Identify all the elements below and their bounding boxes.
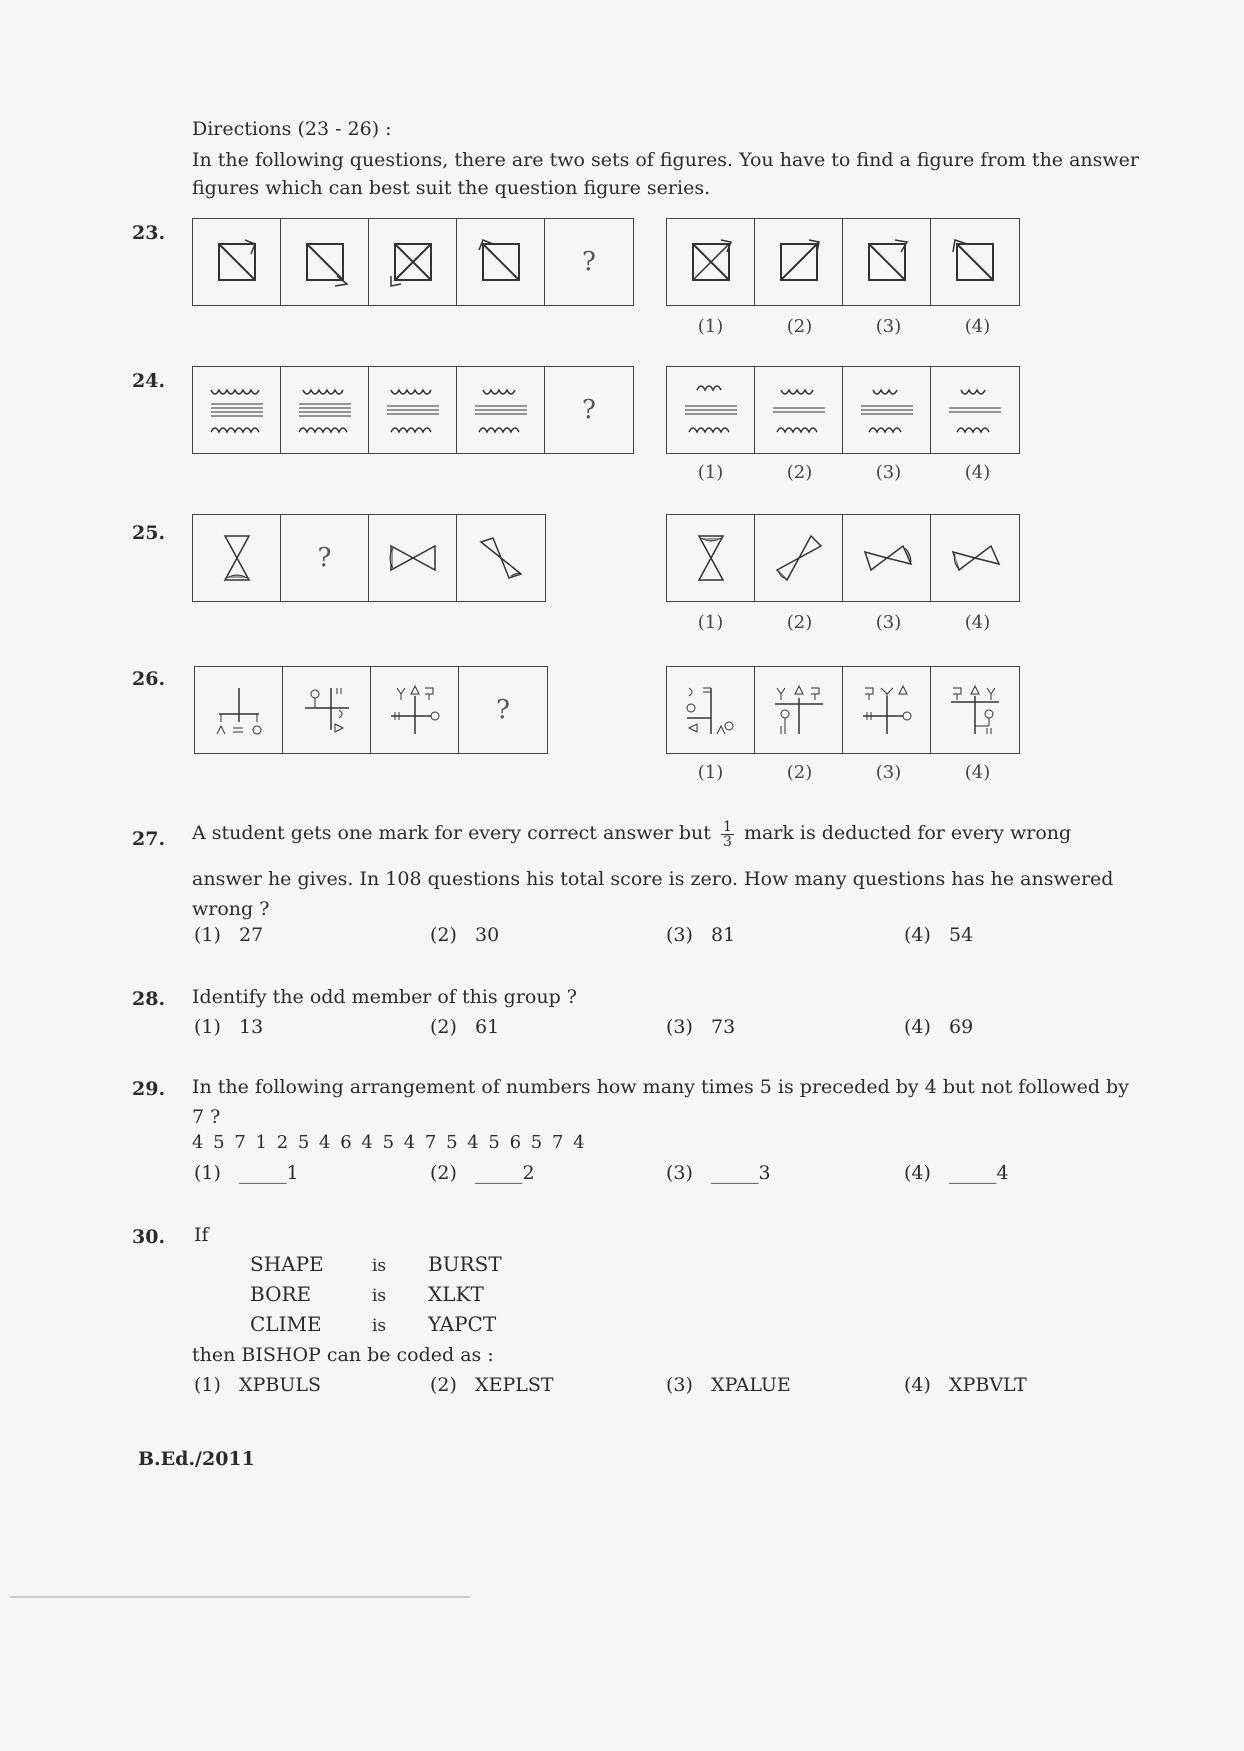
- q28-text: Identify the odd member of this group ?: [192, 986, 577, 1008]
- q24-answer-1[interactable]: [667, 367, 755, 453]
- question-number: 27.: [132, 828, 166, 850]
- q29-sequence: 4 5 7 1 2 5 4 6 4 5 4 7 5 4 5 6 5 7 4: [192, 1132, 587, 1153]
- option-value: XPBULS: [239, 1374, 321, 1396]
- question-number: 26.: [132, 668, 166, 690]
- code-value: XLKT: [428, 1282, 484, 1306]
- fraction-numerator: 1: [722, 818, 732, 835]
- q27-option-1[interactable]: [194, 924, 263, 946]
- q24-question-figures: [192, 366, 634, 454]
- q30-option-2[interactable]: [430, 1374, 554, 1396]
- code-is: is: [372, 1316, 387, 1336]
- option-value: 54: [949, 924, 974, 946]
- q24-answer-figures: [666, 366, 1020, 454]
- q30-code-row-3: [250, 1312, 496, 1336]
- question-number: 25.: [132, 522, 166, 544]
- code-word: BORE: [250, 1282, 312, 1306]
- q24-figure-2: [281, 367, 369, 453]
- option-label-1: (1): [697, 612, 724, 633]
- q24-figure-3: [369, 367, 457, 453]
- option-label-2: (2): [786, 316, 813, 337]
- option-label: (3): [666, 1162, 693, 1184]
- option-value: 27: [239, 924, 264, 946]
- question-number: 29.: [132, 1078, 166, 1100]
- code-is: is: [372, 1286, 387, 1306]
- q27-option-4[interactable]: [904, 924, 973, 946]
- q26-answer-2[interactable]: [755, 667, 843, 753]
- q30-code-row-1: [250, 1252, 502, 1276]
- q29-text: In the following arrangement of numbers how many times 5 is preceded by 4 but not followed by 7 ?: [192, 1076, 1129, 1128]
- option-label: (3): [666, 924, 693, 946]
- q27-option-3[interactable]: [666, 924, 735, 946]
- code-word: SHAPE: [250, 1252, 324, 1276]
- question-number: 30.: [132, 1226, 166, 1248]
- q25-answer-2[interactable]: [755, 515, 843, 601]
- q27-text: [192, 818, 1142, 849]
- option-label-3: (3): [875, 762, 902, 783]
- q26-question-mark: ?: [496, 695, 510, 725]
- code-is: is: [372, 1256, 387, 1276]
- option-label-2: (2): [786, 762, 813, 783]
- q26-figure-3: [371, 667, 459, 753]
- q25-answer-3[interactable]: [843, 515, 931, 601]
- question-number: 24.: [132, 370, 166, 392]
- option-value: _____3: [711, 1162, 771, 1184]
- question-number: 23.: [132, 222, 166, 244]
- option-value: 69: [949, 1016, 974, 1038]
- option-label: (1): [194, 1374, 221, 1396]
- q26-answer-3[interactable]: [843, 667, 931, 753]
- q25-figure-4: [457, 515, 545, 601]
- q25-question-mark: ?: [281, 515, 369, 601]
- option-label: (2): [430, 924, 457, 946]
- q28-option-1[interactable]: [194, 1016, 263, 1038]
- q27-text-line2: answer he gives. In 108 questions his total score is zero. How many questions has he answered wrong ?: [192, 868, 1114, 920]
- option-label-4: (4): [964, 612, 991, 633]
- q25-answer-1[interactable]: [667, 515, 755, 601]
- option-value: _____1: [239, 1162, 299, 1184]
- q30-question: then BISHOP can be coded as :: [192, 1344, 494, 1366]
- q23-figure-2: [281, 219, 369, 305]
- option-value: 30: [475, 924, 500, 946]
- code-word: CLIME: [250, 1312, 322, 1336]
- q26-answer-figures: [666, 666, 1020, 754]
- option-label-4: (4): [964, 462, 991, 483]
- option-label-1: (1): [697, 762, 724, 783]
- q26-figure-1: [195, 667, 283, 753]
- option-label: (4): [904, 1016, 931, 1038]
- q30-option-3[interactable]: [666, 1374, 791, 1396]
- q23-option-labels: [666, 316, 1022, 337]
- option-label-3: (3): [875, 462, 902, 483]
- q25-figure-3: [369, 515, 457, 601]
- q28-option-3[interactable]: [666, 1016, 735, 1038]
- directions-title: Directions (23 - 26) :: [192, 118, 392, 140]
- option-value: XEPLST: [475, 1374, 554, 1396]
- option-label-3: (3): [875, 316, 902, 337]
- q24-option-labels: [666, 462, 1022, 483]
- option-label-2: (2): [786, 612, 813, 633]
- q30-option-1[interactable]: [194, 1374, 321, 1396]
- q30-code-row-2: [250, 1282, 484, 1306]
- option-value: 13: [239, 1016, 264, 1038]
- q23-answer-3[interactable]: [843, 219, 931, 305]
- q23-answer-4[interactable]: [931, 219, 1019, 305]
- option-label: (4): [904, 1374, 931, 1396]
- q29-option-1[interactable]: [194, 1162, 299, 1184]
- option-label: (3): [666, 1374, 693, 1396]
- q27-text-after: mark is deducted for every wrong: [743, 822, 1072, 844]
- q23-question-mark: ?: [582, 247, 596, 277]
- q24-answer-2[interactable]: [755, 367, 843, 453]
- option-value: 61: [475, 1016, 500, 1038]
- q28-option-2[interactable]: [430, 1016, 499, 1038]
- option-label-1: (1): [697, 462, 724, 483]
- q25-answer-4[interactable]: [931, 515, 1019, 601]
- q26-question-figures: [194, 666, 548, 754]
- option-value: XPALUE: [711, 1374, 791, 1396]
- scan-line: [10, 1596, 470, 1598]
- q29-option-4[interactable]: [904, 1162, 1009, 1184]
- q23-answer-1[interactable]: [667, 219, 755, 305]
- q23-figure-4: [457, 219, 545, 305]
- q24-figure-1: [193, 367, 281, 453]
- option-label: (4): [904, 1162, 931, 1184]
- option-label: (2): [430, 1374, 457, 1396]
- q23-question-figures: [192, 218, 634, 306]
- q26-answer-4[interactable]: [931, 667, 1019, 753]
- q23-figure-1: [193, 219, 281, 305]
- q24-answer-3[interactable]: [843, 367, 931, 453]
- option-label: (2): [430, 1162, 457, 1184]
- q25-question-figures: [192, 514, 546, 602]
- option-label-4: (4): [964, 316, 991, 337]
- fraction-denominator: 3: [722, 833, 732, 850]
- option-value: _____2: [475, 1162, 535, 1184]
- q29-option-3[interactable]: [666, 1162, 771, 1184]
- option-value: XPBVLT: [949, 1374, 1027, 1396]
- q26-option-labels: [666, 762, 1022, 783]
- code-value: YAPCT: [428, 1312, 497, 1336]
- option-label: (1): [194, 924, 221, 946]
- q27-option-2[interactable]: [430, 924, 499, 946]
- question-number: 28.: [132, 988, 166, 1010]
- q26-figure-2: [283, 667, 371, 753]
- q25-figure-1: [193, 515, 281, 601]
- directions-text: In the following questions, there are two sets of figures. You have to find a figure from the answer figures which can best suit the question figure series.: [192, 149, 1139, 199]
- option-value: 81: [711, 924, 736, 946]
- q30-intro: If: [194, 1224, 209, 1246]
- q30-option-4[interactable]: [904, 1374, 1027, 1396]
- q25-option-labels: [666, 612, 1022, 633]
- q27-text-before: A student gets one mark for every correct answer but: [192, 822, 711, 844]
- option-value: _____4: [949, 1162, 1009, 1184]
- option-label-2: (2): [786, 462, 813, 483]
- page-footer: B.Ed./2011: [138, 1448, 255, 1470]
- q23-answer-figures: [666, 218, 1020, 306]
- q24-question-mark: ?: [582, 395, 596, 425]
- option-label: (3): [666, 1016, 693, 1038]
- option-label: (2): [430, 1016, 457, 1038]
- fraction: [721, 820, 734, 849]
- option-label-4: (4): [964, 762, 991, 783]
- q26-answer-1[interactable]: [667, 667, 755, 753]
- q23-answer-2[interactable]: [755, 219, 843, 305]
- option-value: 73: [711, 1016, 736, 1038]
- q24-answer-4[interactable]: [931, 367, 1019, 453]
- q28-option-4[interactable]: [904, 1016, 973, 1038]
- option-label: (1): [194, 1016, 221, 1038]
- q25-answer-figures: [666, 514, 1020, 602]
- q24-figure-4: [457, 367, 545, 453]
- option-label: (4): [904, 924, 931, 946]
- option-label-1: (1): [697, 316, 724, 337]
- q23-figure-3: [369, 219, 457, 305]
- code-value: BURST: [428, 1252, 502, 1276]
- option-label: (1): [194, 1162, 221, 1184]
- option-label-3: (3): [875, 612, 902, 633]
- q29-option-2[interactable]: [430, 1162, 535, 1184]
